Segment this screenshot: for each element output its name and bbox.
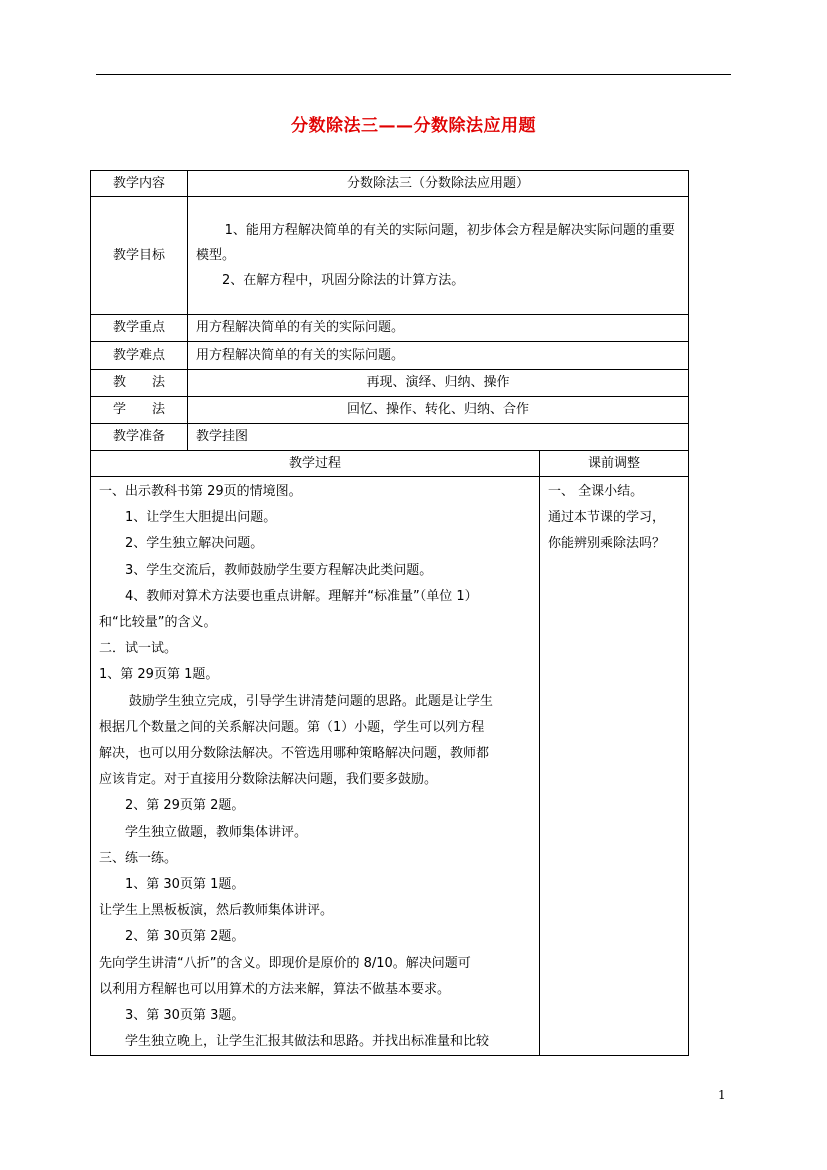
row-section-headers — [91, 451, 689, 477]
process-line: 和“比较量”的含义。 — [99, 615, 217, 631]
label-key-point: 教学重点 — [91, 315, 188, 342]
process-line: 二．试一试。 — [99, 641, 178, 657]
header-process: 教学过程 — [91, 451, 540, 477]
process-line: 1、第 30页第 1题。 — [125, 877, 245, 893]
process-line: 三、练一练。 — [99, 850, 178, 866]
process-body — [91, 477, 540, 1056]
value-prep: 教学挂图 — [188, 424, 689, 451]
row-method-learn — [91, 397, 689, 424]
process-line: 应该肯定。对于直接用分数除法解决问题，我们要多鼓励。 — [99, 772, 438, 788]
row-process — [91, 477, 689, 1056]
label-prep: 教学准备 — [91, 424, 188, 451]
process-line: 学生独立晚上，让学生汇报其做法和思路。并找出标准量和比较 — [125, 1034, 490, 1050]
process-line: 1、第 29页第 1题。 — [99, 667, 219, 683]
process-line: 2、第 30页第 2题。 — [125, 929, 245, 945]
value-method-teach: 再现、演绎、归纳、操作 — [188, 370, 689, 397]
row-prep — [91, 424, 689, 451]
process-line: 2、学生独立解决问题。 — [125, 536, 264, 552]
value-key-point: 用方程解决简单的有关的实际问题。 — [188, 315, 689, 342]
label-difficulty: 教学难点 — [91, 342, 188, 370]
adjust-line: 你能辨别乘除法吗？ — [548, 536, 666, 551]
process-line: 3、第 30页第 3题。 — [125, 1008, 245, 1024]
row-method-teach — [91, 370, 689, 397]
header-adjust: 课前调整 — [540, 451, 689, 477]
value-method-learn: 回忆、操作、转化、归纳、合作 — [188, 397, 689, 424]
adjust-body — [540, 477, 689, 1056]
adjust-line: 通过本节课的学习， — [548, 510, 666, 525]
process-line: 3、学生交流后，教师鼓励学生要方程解决此类问题。 — [125, 562, 433, 578]
adjust-line: 一、 全课小结。 — [548, 484, 644, 499]
header-rule — [96, 74, 731, 75]
row-goals — [91, 197, 689, 315]
process-line: 学生独立做题，教师集体讲评。 — [125, 824, 308, 840]
process-line: 先向学生讲清“八折”的含义。即现价是原价的 8/10。解决问题可 — [99, 955, 471, 971]
value-content: 分数除法三（分数除法应用题） — [188, 171, 689, 197]
label-method-learn: 学 法 — [91, 397, 188, 424]
value-difficulty: 用方程解决简单的有关的实际问题。 — [188, 342, 689, 370]
label-goals: 教学目标 — [91, 197, 188, 315]
document-title: 分数除法三——分数除法应用题 — [291, 116, 536, 136]
process-line: 鼓励学生独立完成，引导学生讲清楚问题的思路。此题是让学生 — [128, 693, 493, 709]
page-number: 1 — [718, 1088, 726, 1102]
row-difficulty — [91, 342, 689, 370]
row-key-point — [91, 315, 689, 342]
process-line: 让学生上黑板板演，然后教师集体讲评。 — [99, 903, 334, 919]
process-line: 解决，也可以用分数除法解决。不管选用哪种策略解决问题，教师都 — [99, 746, 490, 762]
process-line: 根据几个数量之间的关系解决问题。第（1）小题，学生可以列方程 — [99, 719, 485, 735]
goal-line: 1、能用方程解决简单的有关的实际问题，初步体会方程是解决实际问题的重要模型。 — [196, 223, 675, 263]
label-method-teach: 教 法 — [91, 370, 188, 397]
process-line: 1、让学生大胆提出问题。 — [125, 510, 277, 526]
process-line: 以利用方程解也可以用算术的方法来解，算法不做基本要求。 — [99, 981, 451, 997]
goal-line: 2、在解方程中，巩固分除法的计算方法。 — [222, 273, 465, 288]
process-line: 4、教师对算术方法要也重点讲解。理解并“标准量”（单位 1） — [125, 588, 478, 604]
value-goals — [188, 197, 689, 315]
label-content: 教学内容 — [91, 171, 188, 197]
row-content — [91, 171, 689, 197]
lesson-plan-table — [90, 170, 689, 1056]
process-line: 一、出示教科书第 29页的情境图。 — [99, 484, 302, 499]
process-line: 2、第 29页第 2题。 — [125, 798, 245, 814]
